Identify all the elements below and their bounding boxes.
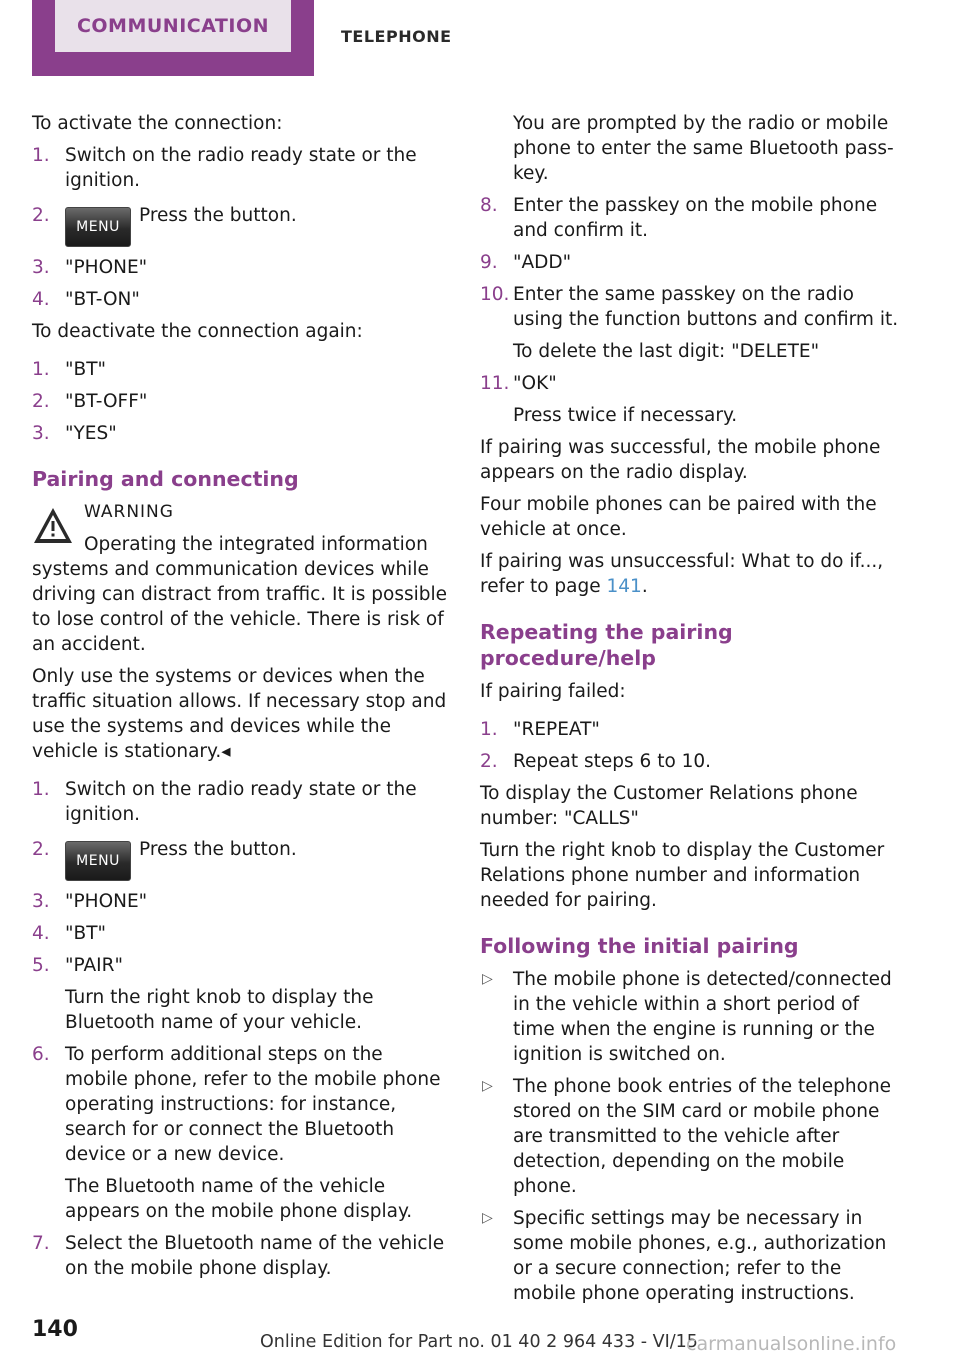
step-number: 7.	[32, 1233, 50, 1254]
repeat-heading: Repeating the pairing procedure/help	[480, 620, 733, 670]
step-number: 1.	[32, 359, 50, 380]
step-subtext: The Bluetooth name of the vehicle appears on the mobile phone display.	[65, 1176, 413, 1222]
warning-triangle-icon	[32, 506, 74, 546]
list-item	[480, 967, 900, 1067]
step-number: 3.	[32, 423, 50, 444]
deactivate-intro: To deactivate the connection again:	[32, 321, 363, 342]
bullet-text: The phone book entries of the telephone stored on the SIM card or mobile phone are transmitted to the vehicle after detection, depending on the mobile phone.	[513, 1076, 892, 1197]
deactivate-steps	[32, 357, 450, 446]
step-text: "BT-ON"	[65, 289, 140, 310]
four-phones-text: Four mobile phones can be paired with the vehicle at once.	[480, 494, 877, 540]
list-item	[32, 389, 450, 414]
list-item	[480, 111, 900, 186]
right-column	[480, 111, 900, 1313]
list-item	[32, 143, 450, 193]
warning-title: WARNING	[84, 502, 174, 522]
triangle-bullet-icon: ▷	[482, 1210, 493, 1226]
step-continued-text: You are prompted by the radio or mobile phone to enter the same Bluetooth passkey.	[513, 113, 894, 184]
list-item	[32, 421, 450, 446]
step-subtext: To delete the last digit: "DELETE"	[513, 341, 820, 362]
list-item	[480, 749, 900, 774]
list-item	[480, 371, 900, 428]
step-text: "OK"	[513, 373, 557, 394]
list-item	[32, 921, 450, 946]
step-text: Enter the same passkey on the radio using the function buttons and confirm it.	[513, 284, 899, 330]
menu-button-icon: MENU	[65, 841, 131, 881]
success-text: If pairing was successful, the mobile phone appears on the radio display.	[480, 437, 881, 483]
list-item	[32, 953, 450, 1035]
step-text: "PAIR"	[65, 955, 123, 976]
step-text: Select the Bluetooth name of the vehicle on the mobile phone display.	[65, 1233, 445, 1279]
step-number: 9.	[480, 252, 498, 273]
step-text: "YES"	[65, 423, 117, 444]
step-subtext: Turn the right knob to display the Bluetooth name of your vehicle.	[65, 987, 374, 1033]
step-text: "REPEAT"	[513, 719, 600, 740]
unsuccessful-text: If pairing was unsuccessful: What to do if..., refer to page 141.	[480, 551, 884, 597]
triangle-bullet-icon: ▷	[482, 971, 493, 987]
step-number: 3.	[32, 257, 50, 278]
knob-text: Turn the right knob to display the Customer Relations phone number and information needed for pairing.	[480, 840, 885, 911]
step-number: 11.	[480, 373, 510, 394]
chapter-tab-label: COMMUNICATION	[55, 0, 291, 52]
page-link[interactable]: 141	[606, 576, 642, 597]
step-text: Press the button.	[139, 205, 297, 226]
step-text: Press the button.	[139, 839, 297, 860]
warning-block	[32, 500, 450, 764]
step-number: 10.	[480, 284, 510, 305]
step-text: "BT-OFF"	[65, 391, 148, 412]
activate-steps	[32, 143, 450, 312]
step-text: "PHONE"	[65, 891, 148, 912]
step-number: 8.	[480, 195, 498, 216]
list-item	[32, 777, 450, 827]
step-text: To perform additional steps on the mobile phone, refer to the mobile phone operating instructions: for instance, search for or connect the Bluetooth device or a new device.	[65, 1044, 441, 1165]
step-number: 4.	[32, 289, 50, 310]
list-item	[32, 837, 450, 881]
step-number: 1.	[32, 779, 50, 800]
step-number: 6.	[32, 1044, 50, 1065]
step-text: "ADD"	[513, 252, 572, 273]
step-number: 5.	[32, 955, 50, 976]
warning-text-2: Only use the systems or devices when the traffic situation allows. If necessary stop and use the systems and devices while the vehicle is stationary.◂	[32, 666, 447, 762]
bullet-text: The mobile phone is detected/connected in the vehicle within a short period of time when the engine is running or the ignition is switched on.	[513, 969, 892, 1065]
section-tab[interactable]: TELEPHONE	[341, 27, 452, 46]
watermark: carmanualsonline.info	[686, 1333, 897, 1355]
step-number: 4.	[32, 923, 50, 944]
repeat-intro: If pairing failed:	[480, 681, 626, 702]
list-item	[32, 1231, 450, 1281]
list-item	[480, 193, 900, 243]
list-item	[32, 203, 450, 247]
list-item	[480, 717, 900, 742]
pair-steps	[32, 777, 450, 1281]
bullet-text: Specific settings may be necessary in some mobile phones, e.g., authorization or a secure connection; refer to the mobile phone operating instructions.	[513, 1208, 887, 1304]
step-number: 1.	[32, 145, 50, 166]
list-item	[32, 357, 450, 382]
list-item	[480, 1206, 900, 1306]
chapter-tab[interactable]	[32, 0, 314, 76]
step-text: Switch on the radio ready state or the ignition.	[65, 145, 417, 191]
step-text: "PHONE"	[65, 257, 148, 278]
end-mark: ◂	[221, 741, 231, 762]
list-item	[32, 889, 450, 914]
step-text: "BT"	[65, 359, 107, 380]
calls-text: To display the Customer Relations phone number: "CALLS"	[480, 783, 858, 829]
list-item	[32, 287, 450, 312]
step-number: 2.	[32, 391, 50, 412]
step-text: Switch on the radio ready state or the ignition.	[65, 779, 417, 825]
step-subtext: Press twice if necessary.	[513, 405, 738, 426]
list-item	[480, 250, 900, 275]
list-item	[32, 255, 450, 280]
left-column	[32, 111, 450, 1288]
list-item	[480, 282, 900, 364]
menu-button-icon: MENU	[65, 207, 131, 247]
step-text: Enter the passkey on the mobile phone and confirm it.	[513, 195, 878, 241]
list-item	[480, 1074, 900, 1199]
triangle-bullet-icon: ▷	[482, 1078, 493, 1094]
activate-intro: To activate the connection:	[32, 113, 283, 134]
following-heading: Following the initial pairing	[480, 934, 799, 958]
step-number: 1.	[480, 719, 498, 740]
edition-footer: Online Edition for Part no. 01 40 2 964 433 - VI/15	[260, 1332, 698, 1352]
list-item	[32, 1042, 450, 1224]
warning-text: Operating the integrated information systems and communication devices while driving can distract from traffic. It is possible to lose control of the vehicle. There is risk of an accident.	[32, 534, 448, 655]
step-number: 3.	[32, 891, 50, 912]
step-number: 2.	[32, 839, 50, 860]
step-number: 2.	[480, 751, 498, 772]
step-text: "BT"	[65, 923, 107, 944]
step-text: Repeat steps 6 to 10.	[513, 751, 712, 772]
page-number: 140	[32, 1317, 78, 1342]
pairing-heading: Pairing and connecting	[32, 467, 299, 491]
step-number: 2.	[32, 205, 50, 226]
